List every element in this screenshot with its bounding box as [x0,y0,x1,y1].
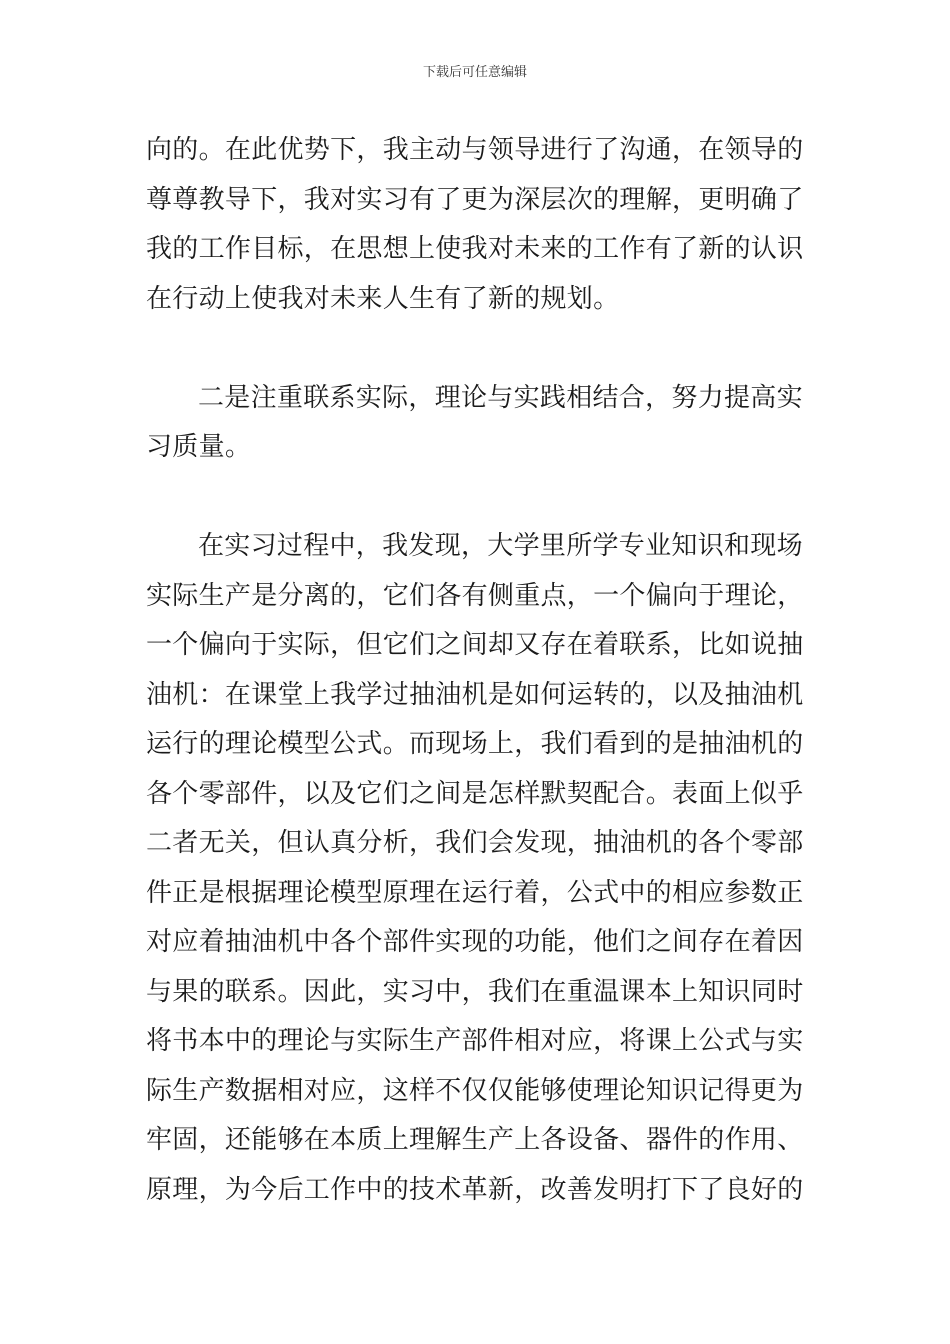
text-line: 件正是根据理论模型原理在运行着，公式中的相应参数正 [146,877,804,908]
text-line: 向的。在此优势下，我主动与领导进行了沟通，在领导的 [146,135,804,165]
text-line: 将书本中的理论与实际生产部件相对应，将课上公式与实 [146,1026,804,1056]
text-line: 习质量。 [146,432,252,462]
document-body [146,126,808,1215]
text-line: 对应着抽油机中各个部件实现的功能，他们之间存在着因 [146,927,804,957]
text-line: 际生产数据相对应，这样不仅仅能够使理论知识记得更为 [146,1075,804,1106]
text-line: 实际生产是分离的，它们各有侧重点，一个偏向于理论， [146,580,804,611]
text-line: 二是注重联系实际，理论与实践相结合，努力提高实 [198,382,803,413]
text-line: 各个零部件，以及它们之间是怎样默契配合。表面上似乎 [146,778,804,809]
paragraph-gap [146,473,808,523]
text-line: 我的工作目标，在思想上使我对未来的工作有了新的认识 [146,234,804,264]
text-line: 原理，为今后工作中的技术革新，改善发明打下了良好的 [146,1174,804,1205]
text-line: 在实习过程中，我发现，大学里所学专业知识和现场 [198,531,803,561]
header-text: 下载后可任意编辑 [422,65,527,80]
text-line: 在行动上使我对未来人生有了新的规划。 [146,283,620,314]
text-line: 二者无关，但认真分析，我们会发现，抽油机的各个零部 [146,828,804,858]
paragraph [146,374,808,473]
text-line: 一个偏向于实际，但它们之间却又存在着联系，比如说抽 [146,630,804,660]
text-line: 牢固，还能够在本质上理解生产上各设备、器件的作用、 [146,1125,804,1155]
text-line: 与果的联系。因此，实习中，我们在重温课本上知识同时 [146,976,804,1007]
text-line: 尊尊教导下，我对实习有了更为深层次的理解，更明确了 [146,184,804,215]
paragraph [146,126,808,324]
page-header [0,64,950,82]
text-line: 运行的理论模型公式。而现场上，我们看到的是抽油机的 [146,729,804,759]
paragraph [146,522,808,1215]
paragraph-gap [146,324,808,374]
text-line: 油机：在课堂上我学过抽油机是如何运转的，以及抽油机 [146,679,804,710]
